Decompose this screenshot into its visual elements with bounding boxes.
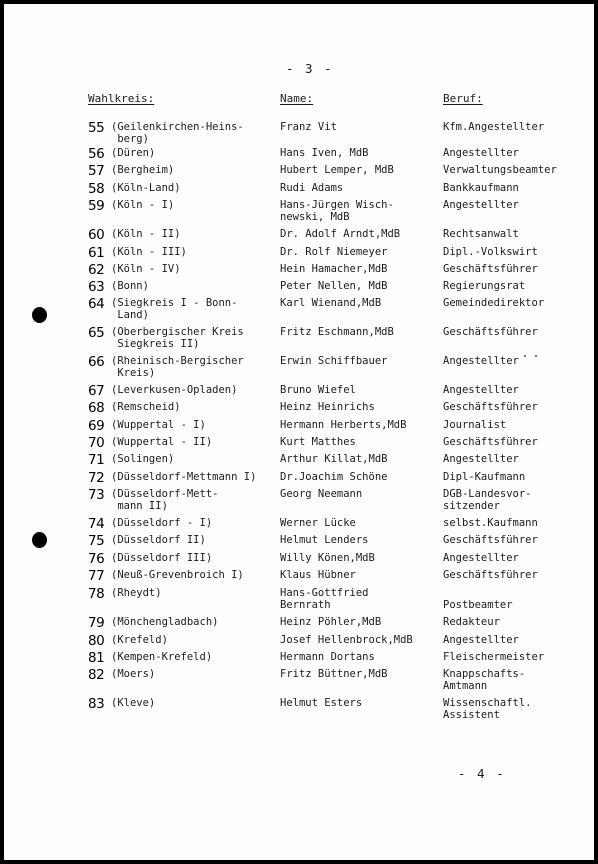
row-number: 66 [88,354,105,370]
row-name: Hermann Herberts,MdB [280,419,407,431]
row-wahlkreis: (Düsseldorf II) [111,534,206,546]
row-beruf: Fleischermeister [443,651,545,663]
row-name: Fritz Eschmann,MdB [280,326,394,338]
row-name: Bruno Wiefel [280,384,356,396]
page-number: - 3 - [286,61,334,76]
row-number: 77 [88,568,105,584]
row-wahlkreis: (Moers) [111,668,156,680]
row-name: Heinz Pöhler,MdB [280,616,382,628]
row-name: Peter Nellen, MdB [280,280,388,292]
row-beruf: Angestellter [443,147,519,159]
row-name: Helmut Esters [280,697,363,709]
row-number: 61 [88,245,105,261]
row-wahlkreis: (Wuppertal - I) [111,419,206,431]
row-number: 55 [88,120,105,136]
row-beruf: Journalist [443,419,507,431]
row-number: 64 [88,296,105,312]
header-wahlkreis: Wahlkreis: [88,92,155,105]
row-name: Fritz Büttner,MdB [280,668,388,680]
row-wahlkreis: (Mönchengladbach) [111,616,219,628]
row-name: Franz Vit [280,121,337,133]
next-page-marker: - 4 - [458,766,506,781]
row-beruf: Redakteur [443,616,500,628]
row-number: 83 [88,696,105,712]
row-name: Hans-Gottfried Bernrath [280,587,369,612]
row-beruf: Angestellter [443,634,519,646]
row-number: 70 [88,435,105,451]
row-beruf: selbst.Kaufmann [443,517,538,529]
row-beruf: Dipl.-Volkswirt [443,246,538,258]
row-wahlkreis: (Köln - III) [111,246,187,258]
row-number: 71 [88,452,105,468]
row-name: Georg Neemann [280,488,363,500]
row-wahlkreis: (Düsseldorf-Mettmann I) [111,471,257,483]
row-name: Hein Hamacher,MdB [280,263,388,275]
header-name: Name: [280,92,314,105]
row-beruf: Gemeindedirektor [443,297,545,309]
row-number: 69 [88,418,105,434]
speck [524,355,526,357]
row-beruf: Geschäftsführer [443,326,538,338]
row-number: 82 [88,667,105,683]
row-wahlkreis: (Oberbergischer Kreis Siegkreis II) [111,326,244,351]
row-number: 62 [88,262,105,278]
row-wahlkreis: (Siegkreis I - Bonn- Land) [111,297,238,322]
row-beruf: Angestellter [443,199,519,211]
header-beruf: Beruf: [443,92,483,105]
document-page [4,4,594,860]
row-wahlkreis: (Köln-Land) [111,182,181,194]
row-wahlkreis: (Bergheim) [111,164,175,176]
row-beruf: Regierungsrat [443,280,526,292]
row-name: Josef Hellenbrock,MdB [280,634,413,646]
row-name: Klaus Hübner [280,569,356,581]
row-number: 72 [88,470,105,486]
punch-hole-lower [32,532,47,548]
speck [535,355,537,357]
row-name: Erwin Schiffbauer [280,355,388,367]
row-name: Dr. Adolf Arndt,MdB [280,228,401,240]
row-number: 79 [88,615,105,631]
row-beruf: Rechtsanwalt [443,228,519,240]
row-number: 57 [88,163,105,179]
row-wahlkreis: (Remscheid) [111,401,181,413]
row-name: Kurt Matthes [280,436,356,448]
row-number: 58 [88,181,105,197]
row-wahlkreis: (Wuppertal - II) [111,436,213,448]
row-wahlkreis: (Krefeld) [111,634,168,646]
punch-hole-upper [32,307,47,323]
row-beruf: Geschäftsführer [443,263,538,275]
row-name: Heinz Heinrichs [280,401,375,413]
row-wahlkreis: (Köln - I) [111,199,175,211]
row-name: Hans-Jürgen Wisch- newski, MdB [280,199,394,224]
row-beruf: DGB-Landesvor- sitzender [443,488,532,513]
row-beruf: Geschäftsführer [443,534,538,546]
row-wahlkreis: (Bonn) [111,280,149,292]
row-number: 68 [88,400,105,416]
row-number: 80 [88,633,105,649]
row-number: 81 [88,650,105,666]
row-beruf: Dipl-Kaufmann [443,471,526,483]
row-name: Dr. Rolf Niemeyer [280,246,388,258]
row-name: Rudi Adams [280,182,344,194]
row-beruf: Geschäftsführer [443,436,538,448]
row-number: 59 [88,198,105,214]
row-name: Dr.Joachim Schöne [280,471,388,483]
row-wahlkreis: (Solingen) [111,453,175,465]
row-number: 75 [88,533,105,549]
row-number: 63 [88,279,105,295]
row-name: Karl Wienand,MdB [280,297,382,309]
row-number: 60 [88,227,105,243]
row-wahlkreis: (Leverkusen-Opladen) [111,384,238,396]
row-wahlkreis: (Düsseldorf III) [111,552,213,564]
row-beruf: Verwaltungsbeamter [443,164,557,176]
row-number: 73 [88,487,105,503]
row-wahlkreis: (Düren) [111,147,156,159]
row-number: 78 [88,586,105,602]
row-number: 76 [88,551,105,567]
row-beruf: Angestellter [443,552,519,564]
row-name: Hermann Dortans [280,651,375,663]
row-number: 74 [88,516,105,532]
row-wahlkreis: (Kleve) [111,697,156,709]
row-beruf: Geschäftsführer [443,401,538,413]
row-number: 67 [88,383,105,399]
row-beruf: Angestellter [443,355,519,367]
row-wahlkreis: (Köln - II) [111,228,181,240]
row-name: Hubert Lemper, MdB [280,164,394,176]
row-beruf: Wissenschaftl. Assistent [443,697,532,722]
row-number: 65 [88,325,105,341]
row-beruf: Angestellter [443,384,519,396]
row-beruf: Kfm.Angestellter [443,121,545,133]
row-wahlkreis: (Rheydt) [111,587,162,599]
row-wahlkreis: (Neuß-Grevenbroich I) [111,569,244,581]
row-wahlkreis: (Düsseldorf-Mett- mann II) [111,488,219,513]
row-wahlkreis: (Rheinisch-Bergischer Kreis) [111,355,244,380]
row-wahlkreis: (Köln - IV) [111,263,181,275]
row-name: Willy Könen,MdB [280,552,375,564]
row-name: Helmut Lenders [280,534,369,546]
row-name: Arthur Killat,MdB [280,453,388,465]
row-beruf: Angestellter [443,453,519,465]
row-wahlkreis: (Kempen-Krefeld) [111,651,213,663]
row-wahlkreis: (Düsseldorf - I) [111,517,213,529]
row-name: Werner Lücke [280,517,356,529]
row-number: 56 [88,146,105,162]
row-beruf: Knappschafts- Amtmann [443,668,526,693]
row-name: Hans Iven, MdB [280,147,369,159]
row-beruf: Bankkaufmann [443,182,519,194]
row-beruf: Postbeamter [443,599,513,612]
row-beruf: Geschäftsführer [443,569,538,581]
row-wahlkreis: (Geilenkirchen-Heins- berg) [111,121,244,146]
